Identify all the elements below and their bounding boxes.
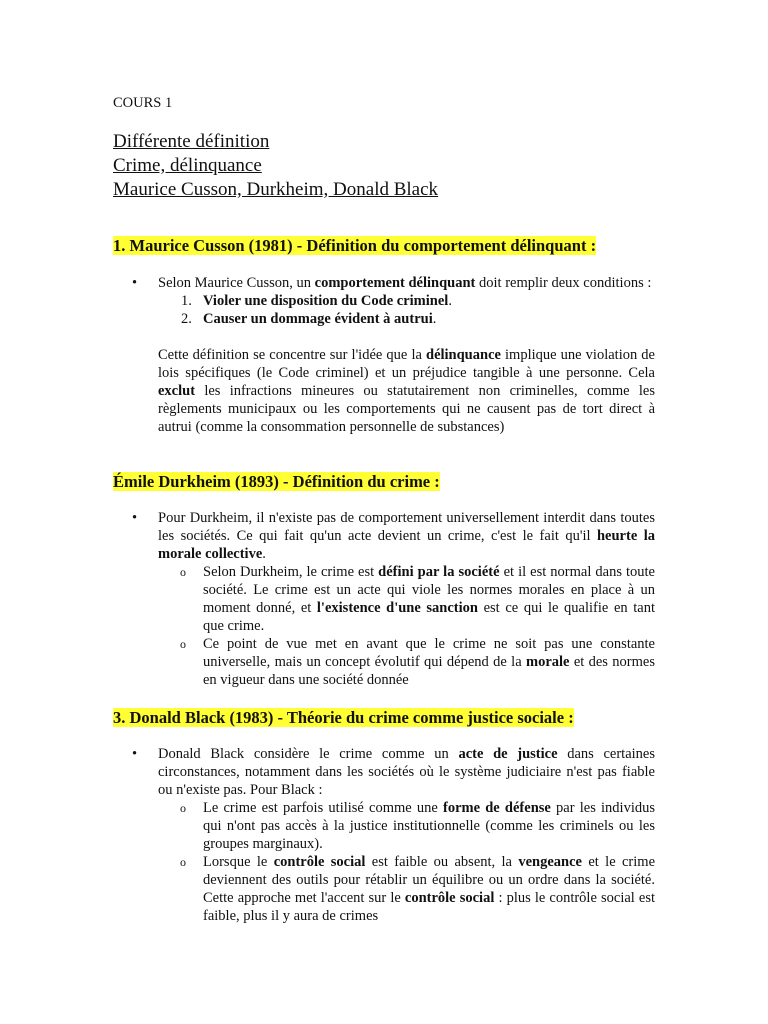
bold-run: délinquance [426,347,501,363]
text-run: Selon Maurice Cusson, un [158,275,315,291]
text-run: . [262,546,266,562]
text-run: est faible ou absent, la [365,854,519,870]
bold-run: l'existence d'une sanction [316,600,478,616]
sub-list-item [113,799,655,853]
list-item [113,509,655,563]
text-run: implique une violation de lois spécifiques (le Code criminel) et un préjudice tangible à une personne. Cela [158,347,655,381]
heading-text: Émile Durkheim (1893) - Définition du crime : [113,472,440,491]
title-block [113,130,438,202]
text-run: . [448,293,452,309]
text-run: Selon Durkheim, le crime est [203,564,379,580]
bold-run: défini par la société [378,564,500,580]
section-heading-cusson [113,236,596,256]
bold-run: Causer un dommage évident à autrui [203,311,433,327]
bold-run: heurte la morale collective [158,528,655,562]
text-run: Le crime est parfois utilisé comme une [203,800,444,816]
title-line-1: Différente définition [113,131,270,152]
sub-list-item [113,563,655,635]
text-run: Cette définition se concentre sur l'idée que la [158,347,426,363]
section-heading-black [113,708,574,728]
text-run: est ce qui le qualifie en tant que crime. [203,600,656,634]
bold-run: exclut [158,383,196,399]
numbered-item [113,310,655,328]
section-durkheim-body [113,509,655,689]
sub-list-item [113,635,655,689]
course-label: COURS 1 [113,95,173,111]
text-run: et des normes en vigueur dans une société donnée [203,654,655,688]
list-item [113,274,655,292]
text-run: et le crime deviennent des outils pour rétablir un équilibre ou un ordre dans la société. Cette approche met l'accent sur le [203,854,656,906]
text-run: Ce point de vue met en avant que le crime ne soit pas une constante universelle, mais un concept évolutif qui dépend de la [203,636,655,670]
text-run: Lorsque le [203,854,274,870]
number-marker: 2. [181,311,192,327]
heading-text: 1. Maurice Cusson (1981) - Définition du comportement délinquant : [113,236,597,255]
text-run: les infractions mineures ou statutairement non criminelles, comme les règlements municipaux ou les comportements qui ne causent pas de tort direct à autrui (comme la consommation personnelle de substances) [158,383,655,435]
number-marker: 1. [181,293,192,309]
section-black-body [113,745,655,925]
bold-run: comportement délinquant [314,275,476,291]
sub-bullet-marker: o [180,565,186,579]
text-run: . [432,311,437,327]
bullet-marker: • [132,275,138,291]
numbered-item [113,292,655,310]
title-line-2: Crime, délinquance [113,155,262,176]
text-run: Donald Black considère le crime comme un [158,746,459,762]
sub-bullet-marker: o [180,855,186,869]
list-item [113,745,655,799]
bullet-marker: • [132,510,138,526]
sub-bullet-marker: o [180,801,186,815]
sub-list-item [113,853,655,925]
bold-run: contrôle social [273,854,366,870]
bold-run: acte de justice [458,746,558,762]
text-run: et il est normal dans toute société. Le crime est un acte qui viole les normes morales en place à un moment donné, et [203,564,655,616]
section-heading-durkheim [113,472,440,492]
bold-run: contrôle social [404,890,495,906]
paragraph [113,346,655,436]
bold-run: vengeance [518,854,582,870]
text-run: doit remplir deux conditions : [475,275,652,291]
sub-bullet-marker: o [180,637,186,651]
text-run: Pour Durkheim, il n'existe pas de comportement universellement interdit dans toutes les sociétés. Ce qui fait qu'un acte devient un crime, c'est le fait qu'il [158,510,655,544]
bold-run: morale [525,654,570,670]
text-run: dans certaines circonstances, notamment dans les sociétés où le système judiciaire n'est pas fiable ou n'existe pas. Pour Black : [158,746,656,798]
section-cusson-body [113,274,655,436]
bullet-marker: • [132,746,138,762]
text-run: par les individus qui n'ont pas accès à la justice institutionnelle (comme les criminels ou les groupes marginaux). [203,800,655,852]
text-run: : plus le contrôle social est faible, plus il y aura de crimes [203,890,656,924]
heading-text: 3. Donald Black (1983) - Théorie du crime comme justice sociale : [113,708,574,727]
bold-run: forme de défense [443,800,551,816]
title-line-3: Maurice Cusson, Durkheim, Donald Black [113,179,439,200]
bold-run: Violer une disposition du Code criminel [203,293,449,309]
